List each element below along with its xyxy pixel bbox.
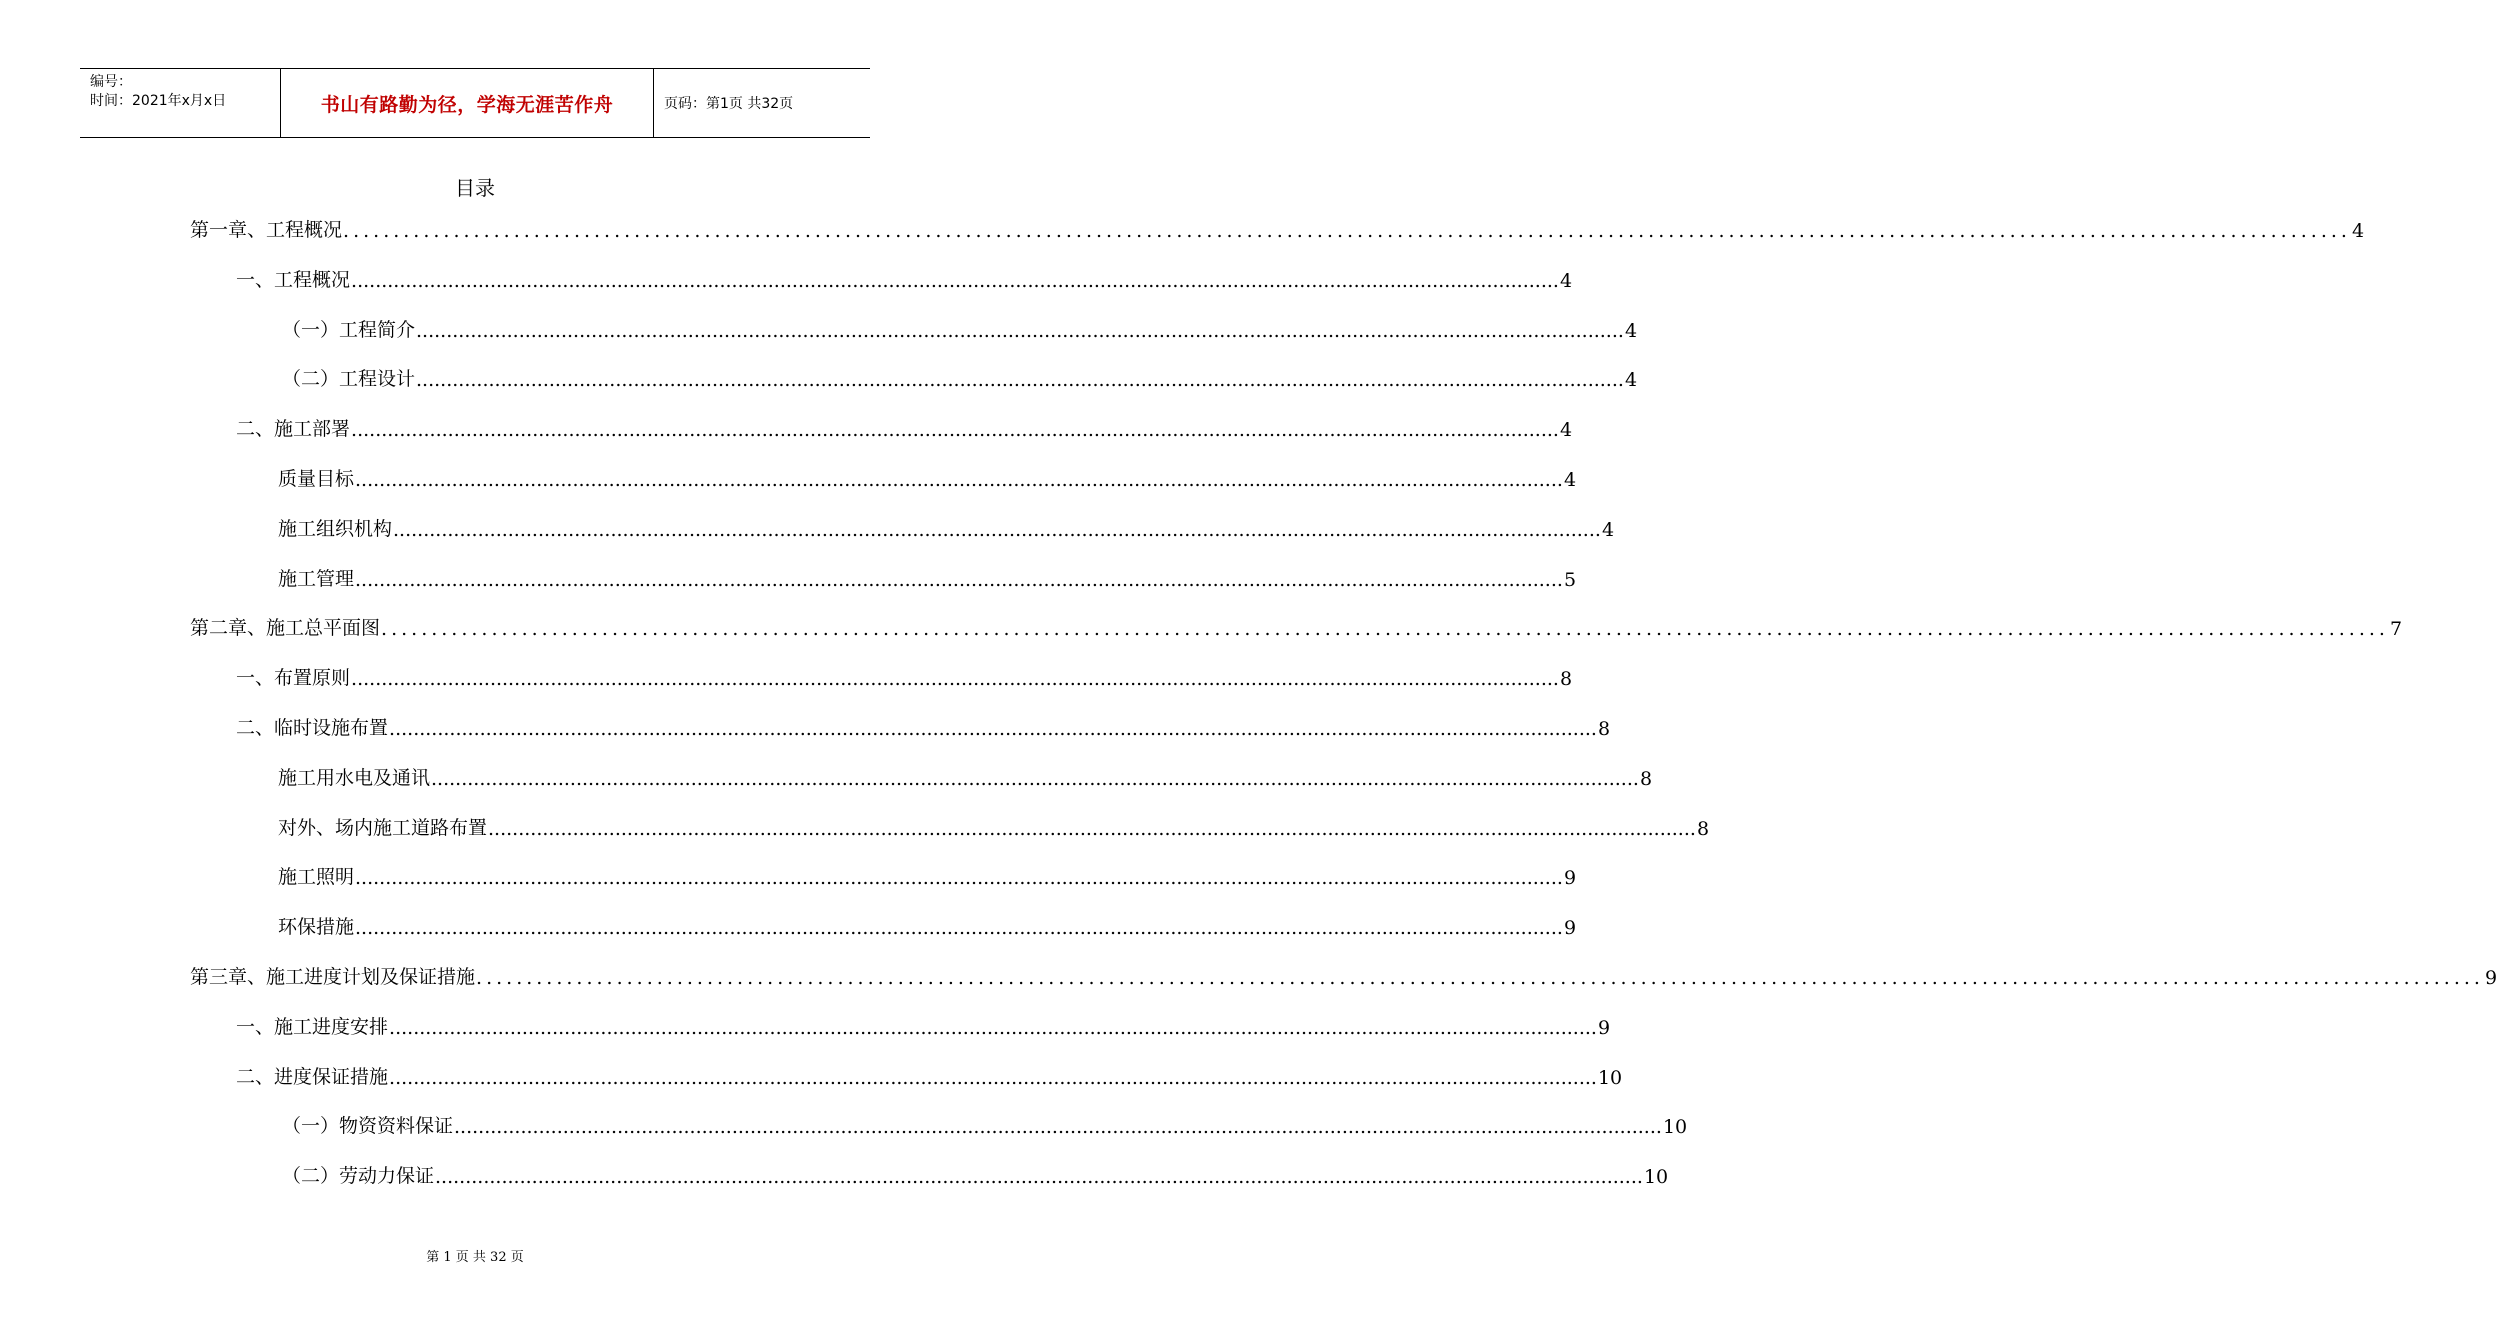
toc-entry-page: 9 bbox=[1597, 1016, 1611, 1039]
toc-leader-dots: ........................................................................................................................................................................................................ bbox=[416, 319, 1624, 342]
toc-entry-page: 10 bbox=[1662, 1116, 1688, 1139]
toc-entry-page: 7 bbox=[2389, 618, 2403, 641]
number-label: 编号： bbox=[90, 74, 132, 90]
toc-leader-dots: ........................................................................................................................................................................................................ bbox=[355, 568, 1563, 591]
toc-entry-title: 环保措施 bbox=[278, 916, 355, 939]
toc-entry-number: 二、 bbox=[236, 1065, 275, 1088]
toc-entry-number: 第二章、 bbox=[190, 617, 267, 640]
toc-entry-title: 工程概况 bbox=[274, 268, 351, 291]
toc-entry[interactable] bbox=[278, 461, 1577, 491]
toc-entry-title: 施工管理 bbox=[278, 567, 355, 590]
toc-entry-title: 质量目标 bbox=[278, 468, 355, 490]
toc-entry[interactable] bbox=[236, 411, 1573, 442]
toc-leader-dots: ........................................................................................................................................................................................................ bbox=[355, 917, 1563, 940]
toc-entry[interactable] bbox=[282, 1158, 1669, 1189]
toc-leader-dots: ........................................................................................................................................................................................................ bbox=[389, 1016, 1597, 1039]
toc-entry[interactable] bbox=[190, 610, 2403, 641]
toc-entry[interactable] bbox=[282, 312, 1638, 342]
toc-entry-page: 9 bbox=[1563, 867, 1577, 890]
toc-entry-number: 二、 bbox=[236, 418, 275, 441]
toc-entry-page: 4 bbox=[1563, 469, 1577, 491]
date-label: 时间：2021年x月x日 bbox=[90, 93, 227, 109]
toc-entry-number: 一、 bbox=[236, 1015, 275, 1038]
toc-leader-dots: ........................................................................................................................................................................................................ bbox=[355, 867, 1563, 890]
header-meta bbox=[80, 69, 281, 137]
page-header bbox=[80, 68, 870, 138]
toc-entry[interactable] bbox=[278, 760, 1653, 790]
toc-entry[interactable] bbox=[236, 262, 1573, 292]
toc-entry-page: 10 bbox=[1597, 1066, 1623, 1089]
toc-leader-dots: ........................................................................................................................................................................................................ bbox=[343, 220, 2351, 242]
toc-entry[interactable] bbox=[278, 511, 1615, 541]
toc-entry-title: 施工进度计划及保证措施 bbox=[266, 966, 476, 988]
toc-leader-dots: ........................................................................................................................................................................................................ bbox=[454, 1116, 1662, 1139]
toc-entry-page: 4 bbox=[1624, 319, 1638, 342]
toc-entry[interactable] bbox=[282, 361, 1638, 392]
toc-entry-title: 施工总平面图 bbox=[266, 617, 381, 640]
toc-leader-dots: ........................................................................................................................................................................................................ bbox=[351, 419, 1559, 442]
toc-entry-number: 一、 bbox=[236, 268, 275, 291]
toc-entry-page: 4 bbox=[1624, 369, 1638, 392]
toc-entry-number: 一、 bbox=[236, 667, 275, 690]
toc-entry-page: 4 bbox=[1559, 269, 1573, 292]
toc-entry[interactable] bbox=[278, 859, 1577, 890]
toc-entry[interactable] bbox=[190, 959, 2497, 989]
toc-leader-dots: ........................................................................................................................................................................................................ bbox=[476, 967, 2484, 989]
toc-entry-title: 施工部署 bbox=[274, 418, 351, 441]
toc-entry-page: 8 bbox=[1559, 668, 1573, 691]
toc-entry-page: 4 bbox=[1559, 419, 1573, 442]
toc-leader-dots: ........................................................................................................................................................................................................ bbox=[488, 817, 1696, 840]
toc-entry-title: 施工组织机构 bbox=[278, 517, 393, 540]
toc-entry-page: 9 bbox=[2484, 967, 2497, 989]
toc-entry[interactable] bbox=[278, 561, 1577, 591]
header-motto: 书山有路勤为径，学海无涯苦作舟 bbox=[281, 69, 654, 137]
toc-entry-title: 临时设施布置 bbox=[274, 717, 389, 739]
toc-entry-title: （二）劳动力保证 bbox=[282, 1165, 435, 1188]
toc-entry-title: 施工进度安排 bbox=[274, 1015, 389, 1038]
toc-entry-title: 工程概况 bbox=[266, 219, 343, 241]
toc-entry-page: 10 bbox=[1643, 1166, 1669, 1189]
toc-leader-dots: ........................................................................................................................................................................................................ bbox=[435, 1166, 1643, 1189]
toc-leader-dots: ........................................................................................................................................................................................................ bbox=[355, 469, 1563, 491]
toc-entry-page: 8 bbox=[1639, 767, 1653, 790]
page-footer: 第 1 页 共 32 页 bbox=[426, 1250, 524, 1265]
toc-entry-title: 进度保证措施 bbox=[274, 1065, 389, 1088]
toc-leader-dots: ........................................................................................................................................................................................................ bbox=[393, 518, 1601, 541]
toc-entry[interactable] bbox=[236, 710, 1611, 740]
toc-entry-page: 9 bbox=[1563, 917, 1577, 940]
toc-leader-dots: ........................................................................................................................................................................................................ bbox=[431, 767, 1639, 790]
toc-entry-title: （一）工程简介 bbox=[282, 318, 416, 341]
header-page-info: 页码：第1页 共32页 bbox=[664, 96, 794, 112]
toc-entry-title: 施工用水电及通讯 bbox=[278, 766, 431, 789]
toc-entry-number: 二、 bbox=[236, 717, 275, 739]
toc-entry-page: 8 bbox=[1597, 718, 1611, 740]
toc-leader-dots: ........................................................................................................................................................................................................ bbox=[351, 269, 1559, 292]
toc-leader-dots: ........................................................................................................................................................................................................ bbox=[389, 718, 1597, 740]
toc-entry[interactable] bbox=[190, 212, 2365, 242]
toc-leader-dots: ........................................................................................................................................................................................................ bbox=[381, 618, 2389, 641]
toc-leader-dots: ........................................................................................................................................................................................................ bbox=[416, 369, 1624, 392]
toc-leader-dots: ........................................................................................................................................................................................................ bbox=[351, 668, 1559, 691]
toc-entry-title: （一）物资资料保证 bbox=[282, 1115, 454, 1138]
toc-entry[interactable] bbox=[278, 810, 1710, 840]
toc-entry-page: 4 bbox=[2351, 220, 2365, 242]
toc-entry-number: 第一章、 bbox=[190, 219, 267, 241]
toc-entry[interactable] bbox=[236, 1009, 1611, 1039]
toc-entry-page: 8 bbox=[1696, 817, 1710, 840]
toc-entry[interactable] bbox=[236, 660, 1573, 691]
toc-title: 目录 bbox=[455, 176, 495, 200]
toc-entry-page: 4 bbox=[1601, 518, 1615, 541]
toc-entry[interactable] bbox=[278, 909, 1577, 940]
toc-entry[interactable] bbox=[236, 1059, 1623, 1089]
toc-entry-number: 第三章、 bbox=[190, 966, 267, 988]
toc-entry-title: 施工照明 bbox=[278, 866, 355, 889]
toc-entry[interactable] bbox=[282, 1108, 1688, 1139]
toc-entry-title: 对外、场内施工道路布置 bbox=[278, 816, 488, 839]
toc-entry-page: 5 bbox=[1563, 568, 1577, 591]
toc-leader-dots: ........................................................................................................................................................................................................ bbox=[389, 1066, 1597, 1089]
toc-entry-title: （二）工程设计 bbox=[282, 368, 416, 391]
toc-entry-title: 布置原则 bbox=[274, 667, 351, 690]
